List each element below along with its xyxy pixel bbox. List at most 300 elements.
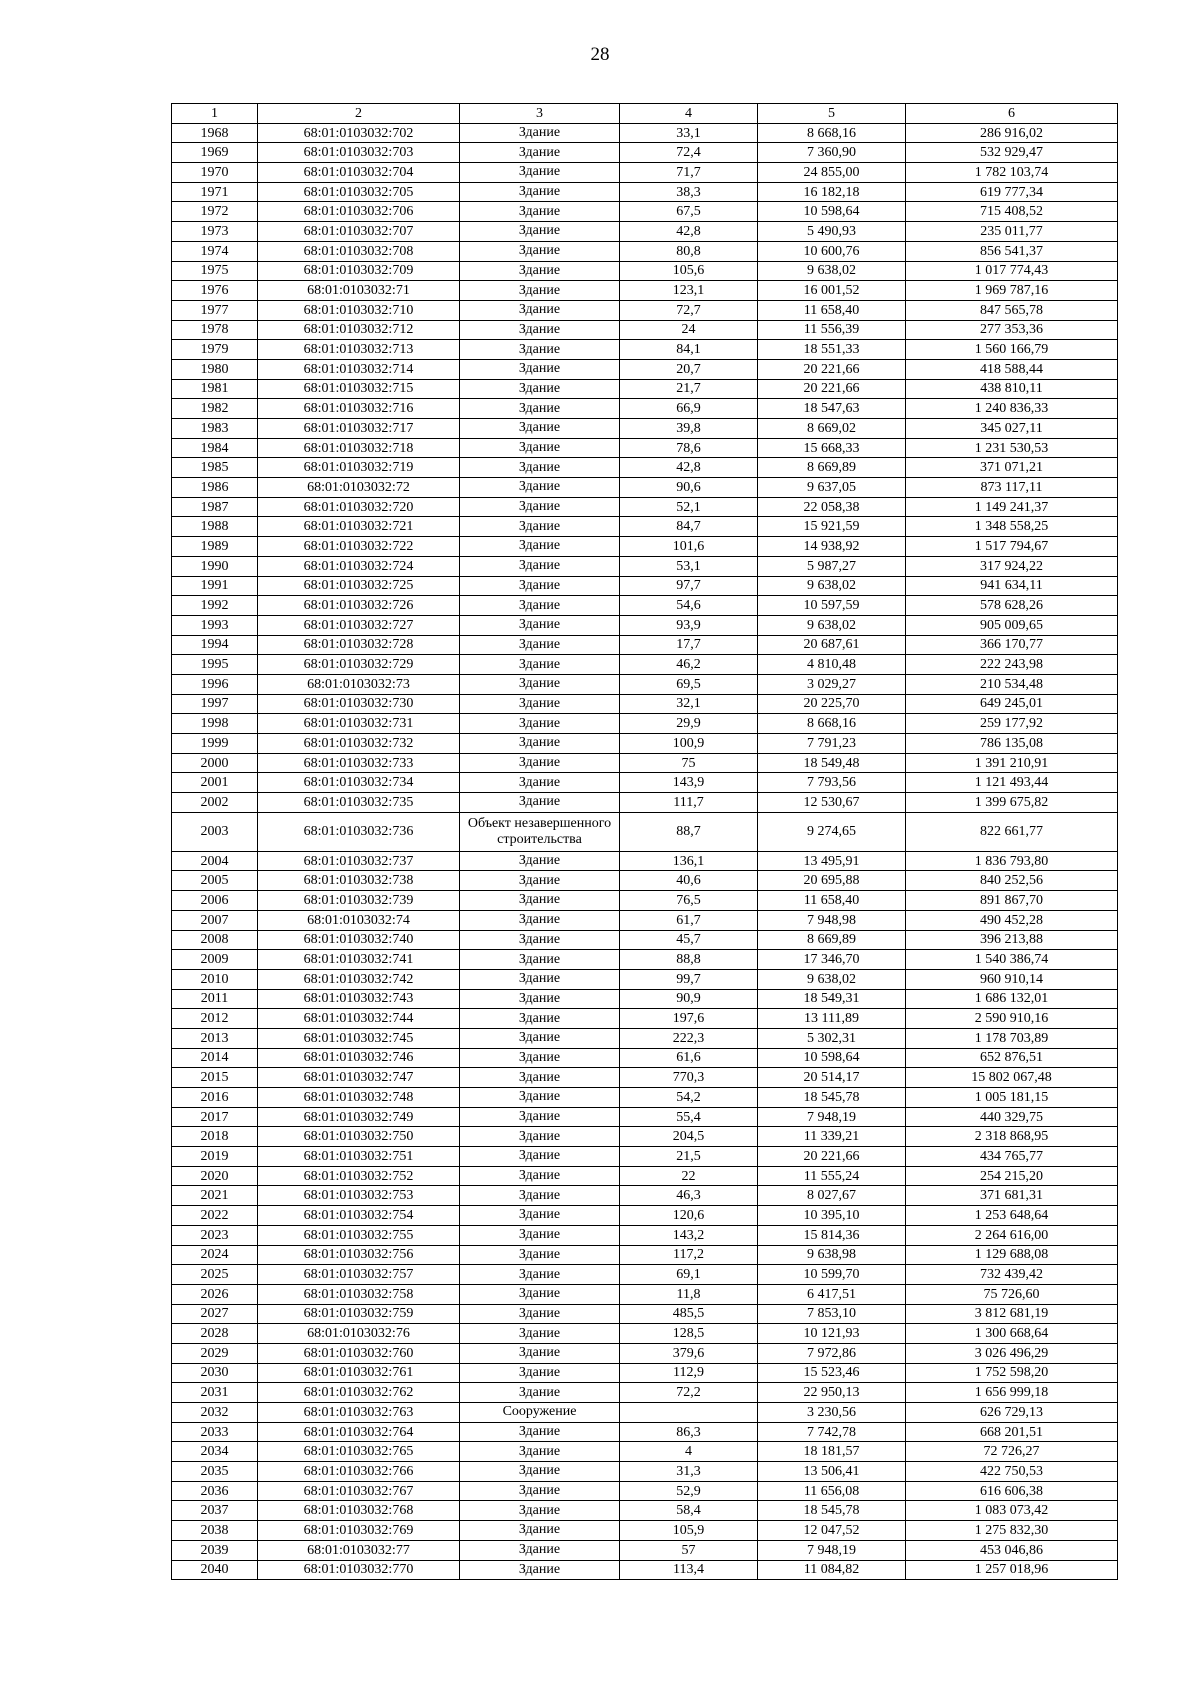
table-row bbox=[172, 635, 1118, 655]
table-row bbox=[172, 202, 1118, 222]
cadastral-number-cell: 68:01:0103032:738 bbox=[258, 871, 460, 891]
cadastral-number-cell: 68:01:0103032:759 bbox=[258, 1304, 460, 1324]
row-number-cell: 2011 bbox=[172, 989, 258, 1009]
object-type-cell: Здание bbox=[460, 576, 620, 596]
object-type-cell: Здание bbox=[460, 1245, 620, 1265]
object-type-cell: Здание bbox=[460, 1481, 620, 1501]
row-number-cell: 2032 bbox=[172, 1403, 258, 1423]
cadastral-value-cell: 1 017 774,43 bbox=[906, 261, 1118, 281]
area-cell: 143,2 bbox=[620, 1225, 758, 1245]
column-header: 2 bbox=[258, 104, 460, 124]
row-number-cell: 2022 bbox=[172, 1206, 258, 1226]
object-type-cell: Объект незавершенного строительства bbox=[460, 812, 620, 851]
row-number-cell: 1998 bbox=[172, 714, 258, 734]
table-row bbox=[172, 1265, 1118, 1285]
cadastral-value-cell: 1 348 558,25 bbox=[906, 517, 1118, 537]
object-type-cell: Здание bbox=[460, 478, 620, 498]
cadastral-number-cell: 68:01:0103032:752 bbox=[258, 1166, 460, 1186]
table-row bbox=[172, 1363, 1118, 1383]
table-row bbox=[172, 1560, 1118, 1580]
area-cell: 72,2 bbox=[620, 1383, 758, 1403]
row-number-cell: 1977 bbox=[172, 300, 258, 320]
object-type-cell: Здание bbox=[460, 615, 620, 635]
object-type-cell: Здание bbox=[460, 1127, 620, 1147]
area-cell: 197,6 bbox=[620, 1009, 758, 1029]
area-cell: 120,6 bbox=[620, 1206, 758, 1226]
area-cell: 86,3 bbox=[620, 1422, 758, 1442]
cadastral-value-cell: 222 243,98 bbox=[906, 655, 1118, 675]
cadastral-number-cell: 68:01:0103032:770 bbox=[258, 1560, 460, 1580]
cadastral-value-cell: 438 810,11 bbox=[906, 379, 1118, 399]
object-type-cell: Здание bbox=[460, 851, 620, 871]
cadastral-number-cell: 68:01:0103032:709 bbox=[258, 261, 460, 281]
cadastral-number-cell: 68:01:0103032:761 bbox=[258, 1363, 460, 1383]
row-number-cell: 1974 bbox=[172, 241, 258, 261]
area-cell: 46,2 bbox=[620, 655, 758, 675]
area-cell: 84,7 bbox=[620, 517, 758, 537]
object-type-cell: Здание bbox=[460, 1107, 620, 1127]
specific-value-cell: 11 658,40 bbox=[758, 891, 906, 911]
table-row bbox=[172, 871, 1118, 891]
table-row bbox=[172, 143, 1118, 163]
cadastral-number-cell: 68:01:0103032:733 bbox=[258, 753, 460, 773]
row-number-cell: 2000 bbox=[172, 753, 258, 773]
cadastral-value-cell: 434 765,77 bbox=[906, 1147, 1118, 1167]
cadastral-number-cell: 68:01:0103032:716 bbox=[258, 399, 460, 419]
cadastral-number-cell: 68:01:0103032:767 bbox=[258, 1481, 460, 1501]
table-row bbox=[172, 1481, 1118, 1501]
cadastral-number-cell: 68:01:0103032:713 bbox=[258, 340, 460, 360]
area-cell: 52,9 bbox=[620, 1481, 758, 1501]
table-row bbox=[172, 438, 1118, 458]
specific-value-cell: 4 810,48 bbox=[758, 655, 906, 675]
table-row bbox=[172, 1245, 1118, 1265]
object-type-cell: Здание bbox=[460, 399, 620, 419]
specific-value-cell: 18 549,48 bbox=[758, 753, 906, 773]
cadastral-number-cell: 68:01:0103032:719 bbox=[258, 458, 460, 478]
specific-value-cell: 18 549,31 bbox=[758, 989, 906, 1009]
row-number-cell: 2013 bbox=[172, 1028, 258, 1048]
row-number-cell: 2037 bbox=[172, 1501, 258, 1521]
area-cell: 100,9 bbox=[620, 734, 758, 754]
cadastral-value-cell: 396 213,88 bbox=[906, 930, 1118, 950]
object-type-cell: Здание bbox=[460, 497, 620, 517]
object-type-cell: Здание bbox=[460, 1521, 620, 1541]
table-row bbox=[172, 989, 1118, 1009]
object-type-cell: Здание bbox=[460, 1501, 620, 1521]
table-row bbox=[172, 793, 1118, 813]
cadastral-number-cell: 68:01:0103032:717 bbox=[258, 419, 460, 439]
row-number-cell: 1987 bbox=[172, 497, 258, 517]
object-type-cell: Здание bbox=[460, 537, 620, 557]
cadastral-value-cell: 371 071,21 bbox=[906, 458, 1118, 478]
table-row bbox=[172, 241, 1118, 261]
table-row bbox=[172, 1284, 1118, 1304]
row-number-cell: 1992 bbox=[172, 596, 258, 616]
row-number-cell: 2015 bbox=[172, 1068, 258, 1088]
table-row bbox=[172, 517, 1118, 537]
page-number: 28 bbox=[590, 44, 610, 65]
area-cell: 84,1 bbox=[620, 340, 758, 360]
specific-value-cell: 9 274,65 bbox=[758, 812, 906, 851]
cadastral-value-cell: 1 178 703,89 bbox=[906, 1028, 1118, 1048]
cadastral-number-cell: 68:01:0103032:764 bbox=[258, 1422, 460, 1442]
table-row bbox=[172, 1304, 1118, 1324]
cadastral-value-cell: 371 681,31 bbox=[906, 1186, 1118, 1206]
cadastral-value-cell: 259 177,92 bbox=[906, 714, 1118, 734]
object-type-cell: Здание bbox=[460, 1009, 620, 1029]
row-number-cell: 1991 bbox=[172, 576, 258, 596]
specific-value-cell: 7 948,19 bbox=[758, 1107, 906, 1127]
object-type-cell: Здание bbox=[460, 438, 620, 458]
object-type-cell: Здание bbox=[460, 1383, 620, 1403]
cadastral-number-cell: 68:01:0103032:721 bbox=[258, 517, 460, 537]
area-cell: 39,8 bbox=[620, 419, 758, 439]
cadastral-value-cell: 626 729,13 bbox=[906, 1403, 1118, 1423]
specific-value-cell: 11 656,08 bbox=[758, 1481, 906, 1501]
area-cell: 128,5 bbox=[620, 1324, 758, 1344]
object-type-cell: Здание bbox=[460, 891, 620, 911]
area-cell: 21,7 bbox=[620, 379, 758, 399]
table-row bbox=[172, 537, 1118, 557]
area-cell: 42,8 bbox=[620, 458, 758, 478]
cadastral-value-cell: 2 264 616,00 bbox=[906, 1225, 1118, 1245]
cadastral-value-cell: 1 969 787,16 bbox=[906, 281, 1118, 301]
object-type-cell: Здание bbox=[460, 655, 620, 675]
area-cell: 45,7 bbox=[620, 930, 758, 950]
row-number-cell: 2040 bbox=[172, 1560, 258, 1580]
area-cell: 31,3 bbox=[620, 1462, 758, 1482]
row-number-cell: 1989 bbox=[172, 537, 258, 557]
specific-value-cell: 7 853,10 bbox=[758, 1304, 906, 1324]
cadastral-number-cell: 68:01:0103032:755 bbox=[258, 1225, 460, 1245]
area-cell: 88,7 bbox=[620, 812, 758, 851]
object-type-cell: Здание bbox=[460, 163, 620, 183]
area-cell: 71,7 bbox=[620, 163, 758, 183]
object-type-cell: Здание bbox=[460, 714, 620, 734]
object-type-cell: Здание bbox=[460, 340, 620, 360]
cadastral-value-cell: 873 117,11 bbox=[906, 478, 1118, 498]
row-number-cell: 2005 bbox=[172, 871, 258, 891]
row-number-cell: 2031 bbox=[172, 1383, 258, 1403]
area-cell: 72,7 bbox=[620, 300, 758, 320]
area-cell: 93,9 bbox=[620, 615, 758, 635]
cadastral-value-cell: 1 686 132,01 bbox=[906, 989, 1118, 1009]
specific-value-cell: 5 302,31 bbox=[758, 1028, 906, 1048]
cadastral-number-cell: 68:01:0103032:758 bbox=[258, 1284, 460, 1304]
cadastral-number-cell: 68:01:0103032:742 bbox=[258, 969, 460, 989]
cadastral-number-cell: 68:01:0103032:705 bbox=[258, 182, 460, 202]
cadastral-number-cell: 68:01:0103032:72 bbox=[258, 478, 460, 498]
row-number-cell: 2024 bbox=[172, 1245, 258, 1265]
cadastral-number-cell: 68:01:0103032:720 bbox=[258, 497, 460, 517]
table-row bbox=[172, 1127, 1118, 1147]
cadastral-value-cell: 317 924,22 bbox=[906, 556, 1118, 576]
specific-value-cell: 20 221,66 bbox=[758, 379, 906, 399]
cadastral-number-cell: 68:01:0103032:732 bbox=[258, 734, 460, 754]
area-cell: 22 bbox=[620, 1166, 758, 1186]
specific-value-cell: 7 793,56 bbox=[758, 773, 906, 793]
table-row bbox=[172, 281, 1118, 301]
cadastral-value-cell: 1 391 210,91 bbox=[906, 753, 1118, 773]
area-cell: 67,5 bbox=[620, 202, 758, 222]
specific-value-cell: 9 638,02 bbox=[758, 615, 906, 635]
cadastral-number-cell: 68:01:0103032:740 bbox=[258, 930, 460, 950]
cadastral-number-cell: 68:01:0103032:706 bbox=[258, 202, 460, 222]
cadastral-value-cell: 649 245,01 bbox=[906, 694, 1118, 714]
cadastral-number-cell: 68:01:0103032:727 bbox=[258, 615, 460, 635]
area-cell: 97,7 bbox=[620, 576, 758, 596]
specific-value-cell: 5 490,93 bbox=[758, 222, 906, 242]
specific-value-cell: 3 029,27 bbox=[758, 674, 906, 694]
register-table bbox=[171, 103, 1118, 1580]
object-type-cell: Здание bbox=[460, 1265, 620, 1285]
area-cell: 204,5 bbox=[620, 1127, 758, 1147]
cadastral-value-cell: 856 541,37 bbox=[906, 241, 1118, 261]
area-cell: 54,2 bbox=[620, 1088, 758, 1108]
object-type-cell: Здание bbox=[460, 202, 620, 222]
table-row bbox=[172, 458, 1118, 478]
cadastral-number-cell: 68:01:0103032:730 bbox=[258, 694, 460, 714]
specific-value-cell: 9 638,02 bbox=[758, 576, 906, 596]
cadastral-number-cell: 68:01:0103032:710 bbox=[258, 300, 460, 320]
table-row bbox=[172, 163, 1118, 183]
cadastral-value-cell: 345 027,11 bbox=[906, 419, 1118, 439]
row-number-cell: 1979 bbox=[172, 340, 258, 360]
table-row bbox=[172, 596, 1118, 616]
specific-value-cell: 18 547,63 bbox=[758, 399, 906, 419]
cadastral-number-cell: 68:01:0103032:725 bbox=[258, 576, 460, 596]
row-number-cell: 2012 bbox=[172, 1009, 258, 1029]
area-cell: 69,1 bbox=[620, 1265, 758, 1285]
area-cell: 75 bbox=[620, 753, 758, 773]
row-number-cell: 1984 bbox=[172, 438, 258, 458]
area-cell: 136,1 bbox=[620, 851, 758, 871]
specific-value-cell: 9 638,02 bbox=[758, 261, 906, 281]
cadastral-value-cell: 2 590 910,16 bbox=[906, 1009, 1118, 1029]
cadastral-value-cell: 422 750,53 bbox=[906, 1462, 1118, 1482]
object-type-cell: Здание bbox=[460, 1088, 620, 1108]
object-type-cell: Здание bbox=[460, 969, 620, 989]
table-row bbox=[172, 576, 1118, 596]
row-number-cell: 1996 bbox=[172, 674, 258, 694]
table-row bbox=[172, 1009, 1118, 1029]
row-number-cell: 2029 bbox=[172, 1343, 258, 1363]
specific-value-cell: 9 638,02 bbox=[758, 969, 906, 989]
area-cell: 4 bbox=[620, 1442, 758, 1462]
object-type-cell: Здание bbox=[460, 989, 620, 1009]
object-type-cell: Здание bbox=[460, 143, 620, 163]
cadastral-value-cell: 616 606,38 bbox=[906, 1481, 1118, 1501]
cadastral-value-cell: 1 560 166,79 bbox=[906, 340, 1118, 360]
row-number-cell: 2017 bbox=[172, 1107, 258, 1127]
row-number-cell: 1973 bbox=[172, 222, 258, 242]
specific-value-cell: 15 668,33 bbox=[758, 438, 906, 458]
row-number-cell: 2034 bbox=[172, 1442, 258, 1462]
cadastral-value-cell: 941 634,11 bbox=[906, 576, 1118, 596]
area-cell: 69,5 bbox=[620, 674, 758, 694]
specific-value-cell: 9 637,05 bbox=[758, 478, 906, 498]
table-row bbox=[172, 419, 1118, 439]
area-cell: 32,1 bbox=[620, 694, 758, 714]
cadastral-number-cell: 68:01:0103032:729 bbox=[258, 655, 460, 675]
row-number-cell: 2002 bbox=[172, 793, 258, 813]
cadastral-value-cell: 732 439,42 bbox=[906, 1265, 1118, 1285]
table-row bbox=[172, 1068, 1118, 1088]
cadastral-value-cell: 532 929,47 bbox=[906, 143, 1118, 163]
cadastral-value-cell: 619 777,34 bbox=[906, 182, 1118, 202]
table-row bbox=[172, 1166, 1118, 1186]
row-number-cell: 2030 bbox=[172, 1363, 258, 1383]
object-type-cell: Здание bbox=[460, 1442, 620, 1462]
table-row bbox=[172, 1521, 1118, 1541]
object-type-cell: Здание bbox=[460, 1560, 620, 1580]
table-row bbox=[172, 379, 1118, 399]
area-cell: 55,4 bbox=[620, 1107, 758, 1127]
area-cell: 38,3 bbox=[620, 182, 758, 202]
cadastral-value-cell: 1 782 103,74 bbox=[906, 163, 1118, 183]
table-row bbox=[172, 359, 1118, 379]
cadastral-value-cell: 1 752 598,20 bbox=[906, 1363, 1118, 1383]
table-row bbox=[172, 1107, 1118, 1127]
cadastral-value-cell: 847 565,78 bbox=[906, 300, 1118, 320]
specific-value-cell: 12 047,52 bbox=[758, 1521, 906, 1541]
area-cell: 117,2 bbox=[620, 1245, 758, 1265]
area-cell: 113,4 bbox=[620, 1560, 758, 1580]
table-row bbox=[172, 1147, 1118, 1167]
specific-value-cell: 8 669,89 bbox=[758, 458, 906, 478]
specific-value-cell: 8 668,16 bbox=[758, 714, 906, 734]
row-number-cell: 1994 bbox=[172, 635, 258, 655]
table-row bbox=[172, 655, 1118, 675]
specific-value-cell: 15 814,36 bbox=[758, 1225, 906, 1245]
cadastral-value-cell: 652 876,51 bbox=[906, 1048, 1118, 1068]
object-type-cell: Здание bbox=[460, 930, 620, 950]
area-cell: 40,6 bbox=[620, 871, 758, 891]
table-row bbox=[172, 320, 1118, 340]
row-number-cell: 2004 bbox=[172, 851, 258, 871]
object-type-cell: Здание bbox=[460, 1186, 620, 1206]
table-row bbox=[172, 123, 1118, 143]
area-cell: 112,9 bbox=[620, 1363, 758, 1383]
area-cell: 11,8 bbox=[620, 1284, 758, 1304]
cadastral-number-cell: 68:01:0103032:703 bbox=[258, 143, 460, 163]
cadastral-value-cell: 960 910,14 bbox=[906, 969, 1118, 989]
specific-value-cell: 20 514,17 bbox=[758, 1068, 906, 1088]
row-number-cell: 1993 bbox=[172, 615, 258, 635]
cadastral-value-cell: 1 300 668,64 bbox=[906, 1324, 1118, 1344]
area-cell: 76,5 bbox=[620, 891, 758, 911]
table-row bbox=[172, 261, 1118, 281]
cadastral-number-cell: 68:01:0103032:724 bbox=[258, 556, 460, 576]
cadastral-number-cell: 68:01:0103032:73 bbox=[258, 674, 460, 694]
cadastral-number-cell: 68:01:0103032:739 bbox=[258, 891, 460, 911]
cadastral-number-cell: 68:01:0103032:763 bbox=[258, 1403, 460, 1423]
row-number-cell: 2001 bbox=[172, 773, 258, 793]
table-row bbox=[172, 1383, 1118, 1403]
cadastral-number-cell: 68:01:0103032:726 bbox=[258, 596, 460, 616]
cadastral-number-cell: 68:01:0103032:722 bbox=[258, 537, 460, 557]
object-type-cell: Сооружение bbox=[460, 1403, 620, 1423]
cadastral-number-cell: 68:01:0103032:746 bbox=[258, 1048, 460, 1068]
row-number-cell: 2033 bbox=[172, 1422, 258, 1442]
specific-value-cell: 14 938,92 bbox=[758, 537, 906, 557]
cadastral-value-cell: 1 121 493,44 bbox=[906, 773, 1118, 793]
cadastral-number-cell: 68:01:0103032:76 bbox=[258, 1324, 460, 1344]
specific-value-cell: 18 551,33 bbox=[758, 340, 906, 360]
row-number-cell: 1972 bbox=[172, 202, 258, 222]
cadastral-number-cell: 68:01:0103032:741 bbox=[258, 950, 460, 970]
area-cell: 54,6 bbox=[620, 596, 758, 616]
cadastral-number-cell: 68:01:0103032:71 bbox=[258, 281, 460, 301]
specific-value-cell: 7 791,23 bbox=[758, 734, 906, 754]
row-number-cell: 2009 bbox=[172, 950, 258, 970]
cadastral-number-cell: 68:01:0103032:731 bbox=[258, 714, 460, 734]
area-cell: 24 bbox=[620, 320, 758, 340]
specific-value-cell: 15 921,59 bbox=[758, 517, 906, 537]
cadastral-value-cell: 2 318 868,95 bbox=[906, 1127, 1118, 1147]
table-row bbox=[172, 1088, 1118, 1108]
cadastral-number-cell: 68:01:0103032:760 bbox=[258, 1343, 460, 1363]
cadastral-value-cell: 1 399 675,82 bbox=[906, 793, 1118, 813]
area-cell: 222,3 bbox=[620, 1028, 758, 1048]
object-type-cell: Здание bbox=[460, 694, 620, 714]
column-header: 5 bbox=[758, 104, 906, 124]
row-number-cell: 2021 bbox=[172, 1186, 258, 1206]
area-cell: 72,4 bbox=[620, 143, 758, 163]
cadastral-value-cell: 715 408,52 bbox=[906, 202, 1118, 222]
area-cell: 99,7 bbox=[620, 969, 758, 989]
cadastral-number-cell: 68:01:0103032:765 bbox=[258, 1442, 460, 1462]
object-type-cell: Здание bbox=[460, 1068, 620, 1088]
specific-value-cell: 10 600,76 bbox=[758, 241, 906, 261]
cadastral-number-cell: 68:01:0103032:744 bbox=[258, 1009, 460, 1029]
object-type-cell: Здание bbox=[460, 1304, 620, 1324]
cadastral-value-cell: 3 026 496,29 bbox=[906, 1343, 1118, 1363]
cadastral-number-cell: 68:01:0103032:702 bbox=[258, 123, 460, 143]
cadastral-value-cell: 1 656 999,18 bbox=[906, 1383, 1118, 1403]
specific-value-cell: 10 121,93 bbox=[758, 1324, 906, 1344]
object-type-cell: Здание bbox=[460, 359, 620, 379]
specific-value-cell: 13 495,91 bbox=[758, 851, 906, 871]
row-number-cell: 2028 bbox=[172, 1324, 258, 1344]
table-row bbox=[172, 478, 1118, 498]
cadastral-value-cell: 1 836 793,80 bbox=[906, 851, 1118, 871]
row-number-cell: 1978 bbox=[172, 320, 258, 340]
table-row bbox=[172, 1422, 1118, 1442]
table-row bbox=[172, 1186, 1118, 1206]
object-type-cell: Здание bbox=[460, 753, 620, 773]
row-number-cell: 1971 bbox=[172, 182, 258, 202]
row-number-cell: 1980 bbox=[172, 359, 258, 379]
specific-value-cell: 11 556,39 bbox=[758, 320, 906, 340]
cadastral-number-cell: 68:01:0103032:735 bbox=[258, 793, 460, 813]
cadastral-number-cell: 68:01:0103032:754 bbox=[258, 1206, 460, 1226]
row-number-cell: 1995 bbox=[172, 655, 258, 675]
object-type-cell: Здание bbox=[460, 1166, 620, 1186]
area-cell: 485,5 bbox=[620, 1304, 758, 1324]
table-row bbox=[172, 1540, 1118, 1560]
table-row bbox=[172, 1501, 1118, 1521]
cadastral-value-cell: 440 329,75 bbox=[906, 1107, 1118, 1127]
object-type-cell: Здание bbox=[460, 300, 620, 320]
cadastral-value-cell: 210 534,48 bbox=[906, 674, 1118, 694]
cadastral-number-cell: 68:01:0103032:745 bbox=[258, 1028, 460, 1048]
specific-value-cell: 10 598,64 bbox=[758, 202, 906, 222]
cadastral-number-cell: 68:01:0103032:769 bbox=[258, 1521, 460, 1541]
specific-value-cell: 11 555,24 bbox=[758, 1166, 906, 1186]
object-type-cell: Здание bbox=[460, 182, 620, 202]
